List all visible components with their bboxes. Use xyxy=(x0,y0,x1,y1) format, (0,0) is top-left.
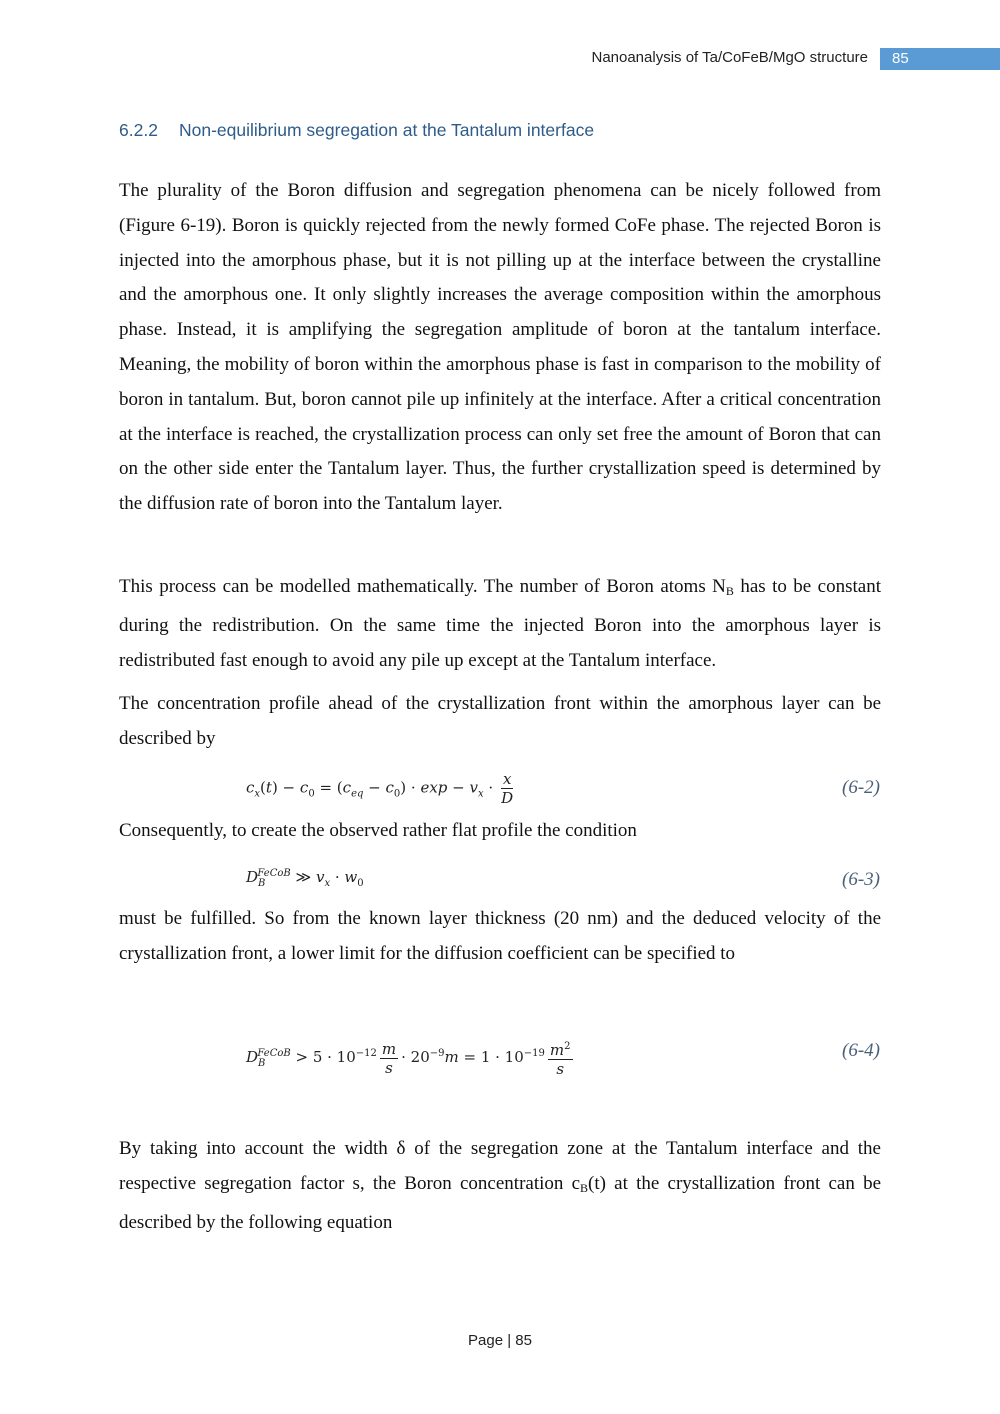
page-footer: Page | 85 xyxy=(468,1332,532,1349)
equation-number-6-3: (6-3) xyxy=(842,869,880,890)
page-number-badge xyxy=(880,48,1000,70)
section-heading xyxy=(119,120,594,141)
paragraph-2-text-b: has to be constant during the redistribution. On the same time the injected Boron into the amorphous layer is redistributed fast enough to avoid any pile up except at the Tantalum interface. xyxy=(119,576,881,671)
equation-6-3: $D_B^{FeCoB}$ ≫ $v_x \cdot w_0$ xyxy=(246,868,364,889)
paragraph-2-text-a: This process can be modelled mathematically. The number of Boron atoms N xyxy=(119,576,726,597)
subscript-b: B xyxy=(725,584,734,598)
paragraph-6-text-b: (t) at the crystallization front can be described by the following equation xyxy=(119,1172,882,1233)
subscript-b: B xyxy=(580,1180,589,1195)
paragraph-3: The concentration profile ahead of the crystallization front within the amorphous layer can be described by xyxy=(119,693,881,749)
section-title: Non-equilibrium segregation at the Tantalum interface xyxy=(179,120,595,140)
paragraph-4: Consequently, to create the observed rather flat profile the condition xyxy=(119,820,637,841)
equation-number-6-4: (6-4) xyxy=(842,1040,880,1061)
section-number: 6.2.2 xyxy=(119,120,158,140)
equation-6-4: $D_B^{FeCoB} > 5 \cdot 10^{-12}$ $\frac{m}{s}$ · $20^{-9}m = 1 \cdot 10^{-19}$ $\frac{m^2}{s}$ xyxy=(246,1039,571,1078)
running-title: Nanoanalysis of Ta/CoFeB/MgO structure xyxy=(591,49,868,66)
equation-6-2: $c_x(t) - c_0 = (c_{eq} - c_0) \cdot \exp - v_x$ · $\frac{x}{D}$ xyxy=(246,770,514,807)
paragraph-2 xyxy=(119,570,881,678)
header-page-number: 85 xyxy=(892,50,909,67)
running-header xyxy=(0,48,1000,70)
paragraph-6 xyxy=(119,1132,881,1240)
paragraph-6-text-a: By taking into account the width δ of the segregation zone at the Tantalum interface and the respective segregation factor s, the Boron concentration c xyxy=(119,1138,881,1194)
paragraph-5: must be fulfilled. So from the known layer thickness (20 nm) and the deduced velocity of the crystallization front, a lower limit for the diffusion coefficient can be specified to xyxy=(119,908,881,964)
equation-number-6-2: (6-2) xyxy=(842,777,880,798)
paragraph-1: The plurality of the Boron diffusion and segregation phenomena can be nicely followed from (Figure 6-19). Boron is quickly rejected from the newly formed CoFe phase. The rejected Boron is injected into the amorphous phase, but it is not pilling up at the interface between the crystalline and the amorphous one. It only slightly increases the average composition within the amorphous phase. Instead, it is amplifying the segregation amplitude of boron at the tantalum interface. Meaning, the mobility of boron within the amorphous phase is fast in comparison to the mobility of boron in tantalum. But, boron cannot pile up infinitely at the interface. After a critical concentration at the interface is reached, the crystallization process can only set free the amount of Boron that can on the other side enter the Tantalum layer. Thus, the further crystallization speed is determined by the diffusion rate of boron into the Tantalum layer. xyxy=(119,180,881,515)
